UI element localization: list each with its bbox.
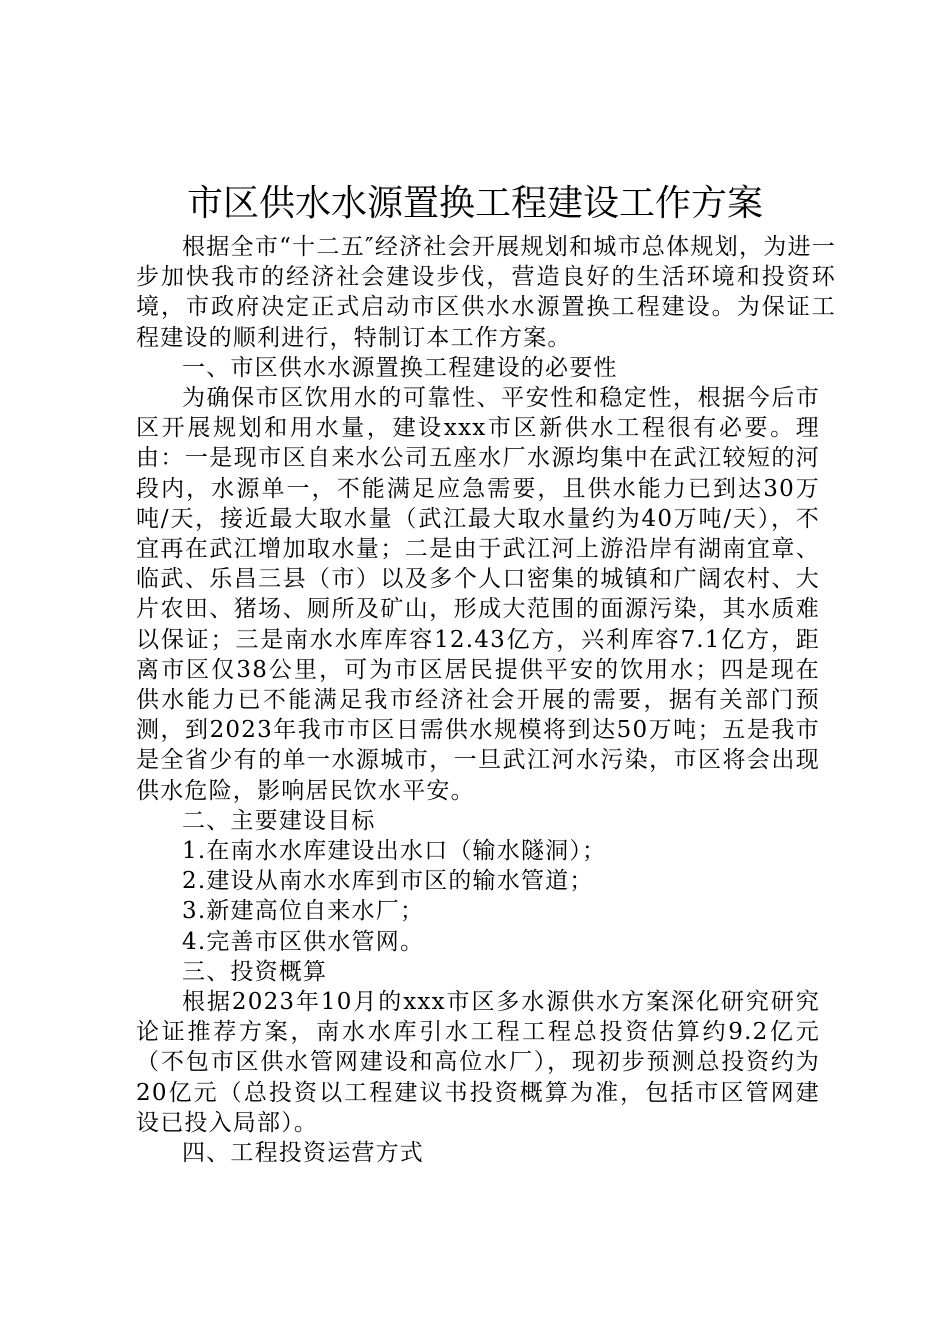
document-body xyxy=(136,232,836,1168)
goal-item-3: 3.新建高位自来水厂； xyxy=(182,898,425,925)
intro-paragraph: 根据全市“十二五″经济社会开展规划和城市总体规划，为进一步加快我市的经济社会建设步伐，营造良好的生活环境和投资环境，市政府决定正式启动市区供水水源置换工程建设。为保证工程建设的顺利进行，特制订本工作方案。 xyxy=(136,234,836,351)
investment-paragraph: 根据2023年10月的xxx市区多水源供水方案深化研究研究论证推荐方案，南水水库引水工程工程总投资估算约9.2亿元（不包市区供水管网建设和高位水厂），现初步预测总投资约为20亿元（总投资以工程建议书投资概算为准，包括市区管网建设已投入局部）。 xyxy=(136,989,820,1136)
document-title: 市区供水水源置换工程建设工作方案 xyxy=(186,183,763,224)
section-heading-investment: 三、投资概算 xyxy=(182,958,328,985)
goal-item-4: 4.完善市区供水管网。 xyxy=(182,928,425,955)
necessity-paragraph: 为确保市区饮用水的可靠性、平安性和稳定性，根据今后市区开展规划和用水量，建设xxx市区新供水工程很有必要。理由：一是现市区自来水公司五座水厂水源均集中在武江较短的河段内，水源单一，不能满足应急需要，且供水能力已到达30万吨/天，接近最大取水量（武江最大取水量约为40万吨/天），不宜再在武江增加取水量；二是由于武江河上游沿岸有湖南宜章、临武、乐昌三县（市）以及多个人口密集的城镇和广阔农村、大片农田、猪场、厕所及矿山，形成大范围的面源污染，其水质难以保证；三是南水水库库容12.43亿方，兴利库容7.1亿方，距离市区仅38公里，可为市区居民提供平安的饮用水；四是现在供水能力已不能满足我市经济社会开展的需要，据有关部门预测，到2023年我市市区日需供水规模将到达50万吨；五是我市是全省少有的单一水源城市，一旦武江河水污染，市区将会出现供水危险，影响居民饮水平安。 xyxy=(136,385,820,804)
section-heading-necessity: 一、市区供水水源置换工程建设的必要性 xyxy=(182,354,618,381)
goal-item-1: 1.在南水水库建设出水口（输水隧洞）； xyxy=(182,838,607,865)
goal-item-2: 2.建设从南水水库到市区的输水管道； xyxy=(182,868,594,895)
section-heading-operation: 四、工程投资运营方式 xyxy=(182,1140,424,1167)
section-heading-goals: 二、主要建设目标 xyxy=(182,807,376,834)
